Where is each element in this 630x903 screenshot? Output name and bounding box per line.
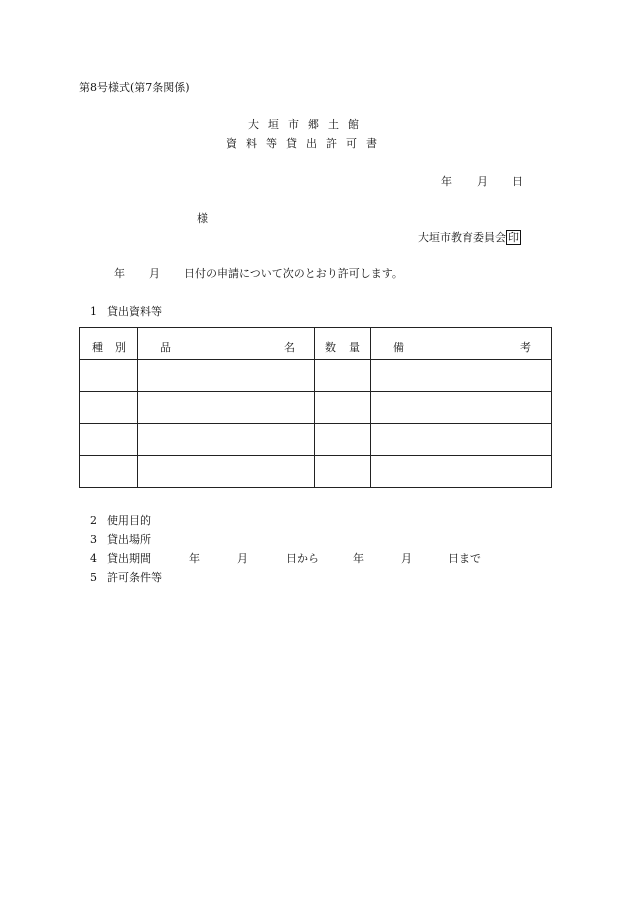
- date-year: 年: [441, 175, 452, 188]
- section-label: 使用目的: [107, 514, 151, 527]
- body-sentence: 日付の申請について次のとおり許可します。: [184, 267, 403, 280]
- period-month-1: 月: [237, 552, 248, 565]
- table-cell[interactable]: [80, 424, 138, 456]
- table-row: [80, 456, 552, 488]
- date-day: 日: [512, 175, 523, 188]
- section-list: [90, 511, 481, 587]
- table-cell[interactable]: [315, 424, 371, 456]
- table-cell[interactable]: [80, 392, 138, 424]
- section1-heading: [90, 306, 162, 317]
- list-item-conditions: [90, 568, 162, 587]
- header-type-a: 種: [92, 341, 103, 354]
- section-number: 2: [90, 514, 97, 527]
- issuer: [418, 230, 521, 245]
- header-note: [371, 328, 552, 360]
- table-cell[interactable]: [80, 456, 138, 488]
- table-row: [80, 424, 552, 456]
- issuer-name: 大垣市教育委員会: [418, 231, 506, 244]
- title-line2: 資料等貸出許可書: [226, 137, 386, 150]
- table-header-row: [80, 328, 552, 360]
- period-month-2: 月: [401, 552, 412, 565]
- section1-label: 貸出資料等: [107, 305, 162, 318]
- header-qty: [315, 328, 371, 360]
- header-qty-b: 量: [349, 341, 360, 354]
- table-cell[interactable]: [371, 424, 552, 456]
- date-month: 月: [477, 175, 488, 188]
- table-cell[interactable]: [315, 392, 371, 424]
- table-row: [80, 392, 552, 424]
- list-item-purpose: [90, 511, 162, 530]
- table-cell[interactable]: [138, 392, 315, 424]
- table-cell[interactable]: [138, 424, 315, 456]
- section-label: 貸出期間: [107, 552, 151, 565]
- section-label: 貸出場所: [107, 533, 151, 546]
- header-type-b: 別: [115, 341, 126, 354]
- table-cell[interactable]: [138, 360, 315, 392]
- period-year-2: 年: [353, 552, 364, 565]
- header-name-b: 名: [284, 341, 295, 354]
- table-cell[interactable]: [371, 392, 552, 424]
- section-number: 4: [90, 552, 97, 565]
- body-year: 年: [114, 267, 125, 280]
- table-cell[interactable]: [80, 360, 138, 392]
- table-row: [80, 360, 552, 392]
- title-line1: 大垣市郷土館: [248, 118, 368, 131]
- items-table: [79, 327, 552, 488]
- header-note-b: 考: [520, 341, 531, 354]
- period-day-to: 日まで: [448, 552, 481, 565]
- list-item-location: [90, 530, 162, 549]
- header-type: [80, 328, 138, 360]
- body-month: 月: [149, 267, 160, 280]
- section1-number: 1: [90, 305, 97, 318]
- list-item-period: [90, 549, 481, 568]
- section-number: 5: [90, 571, 97, 584]
- period-year-1: 年: [189, 552, 200, 565]
- seal-icon: 印: [508, 231, 519, 244]
- table-cell[interactable]: [315, 456, 371, 488]
- table-cell[interactable]: [315, 360, 371, 392]
- table-cell[interactable]: [371, 456, 552, 488]
- section-label: 許可条件等: [107, 571, 162, 584]
- header-note-a: 備: [393, 341, 404, 354]
- form-number: 第8号様式(第7条関係): [79, 81, 190, 94]
- table-cell[interactable]: [371, 360, 552, 392]
- header-name: [138, 328, 315, 360]
- section-number: 3: [90, 533, 97, 546]
- header-qty-a: 数: [325, 341, 336, 354]
- addressee-suffix: 様: [197, 212, 208, 225]
- header-name-a: 品: [160, 341, 171, 354]
- period-day-from: 日から: [286, 552, 319, 565]
- table-cell[interactable]: [138, 456, 315, 488]
